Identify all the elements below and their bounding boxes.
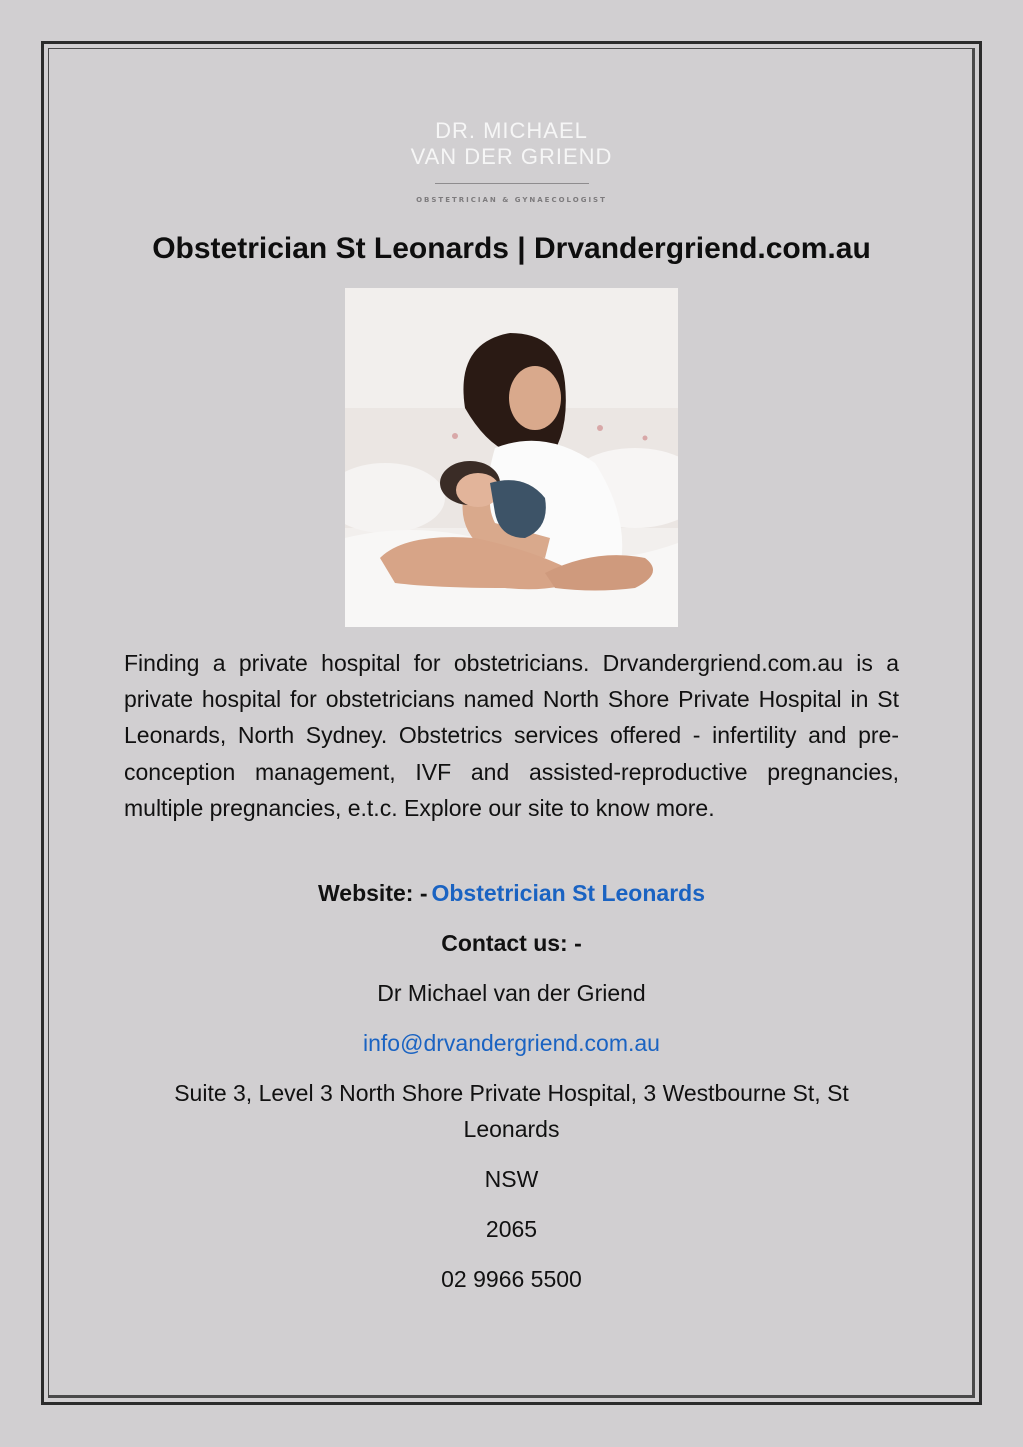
contact-email-link[interactable]: info@drvandergriend.com.au <box>363 1030 660 1056</box>
logo-line1: DR. MICHAEL <box>435 118 588 143</box>
logo <box>0 118 1023 204</box>
website-label: Website: - <box>318 880 428 906</box>
contact-postcode: 2065 <box>485 1216 538 1242</box>
description-paragraph: Finding a private hospital for obstetricians. Drvandergriend.com.au is a private hospital for obstetricians named North Shore Private Hospital in St Leonards, North Sydney. Obstetrics services offered - infertility and pre-conception management, IVF and assisted-reproductive pregnancies, multiple pregnancies, e.t.c. Explore our site to know more. <box>124 650 899 821</box>
contact-address-line1: Suite 3, Level 3 North Shore Private Hospital, 3 Westbourne St, St <box>174 1080 849 1106</box>
logo-subtitle: OBSTETRICIAN & GYNAECOLOGIST <box>416 196 607 204</box>
contact-name: Dr Michael van der Griend <box>377 980 646 1006</box>
contact-state: NSW <box>484 1166 539 1192</box>
website-line <box>0 879 1023 907</box>
page-title: Obstetrician St Leonards | Drvandergriend.com.au <box>152 232 871 265</box>
website-link[interactable]: Obstetrician St Leonards <box>431 880 705 906</box>
logo-divider <box>435 183 589 184</box>
mother-with-newborn-photo <box>345 288 678 627</box>
contact-phone: 02 9966 5500 <box>441 1266 582 1292</box>
contact-heading: Contact us: - <box>441 930 582 956</box>
logo-line2: VAN DER GRIEND <box>410 144 613 169</box>
contact-address-line2: Leonards <box>463 1116 560 1142</box>
